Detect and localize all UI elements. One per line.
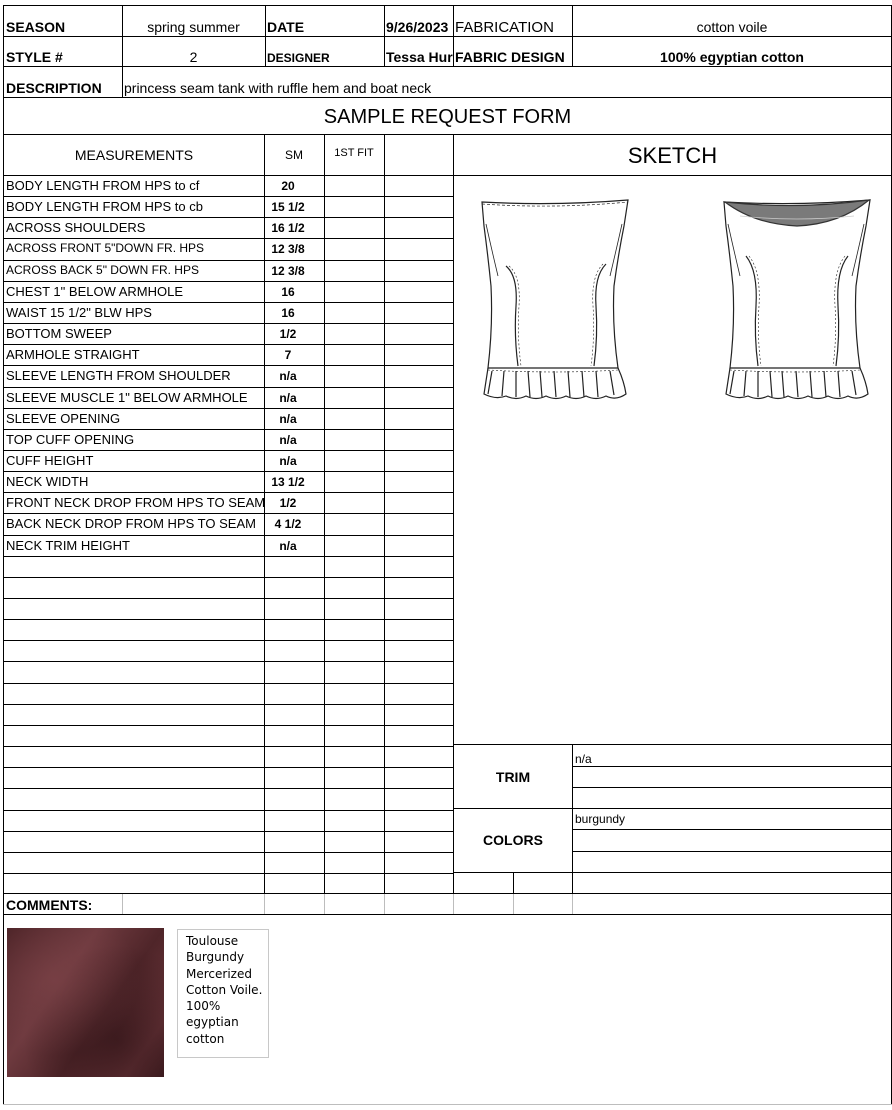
season-label: SEASON	[6, 19, 66, 35]
comments-vline-a	[122, 894, 123, 914]
date-label: DATE	[267, 19, 305, 35]
table-row-line	[3, 831, 454, 832]
table-row-line	[3, 725, 454, 726]
table-row-line	[3, 217, 454, 218]
measurement-value[interactable]: n/a	[279, 454, 297, 468]
border-left	[3, 5, 4, 1105]
measurement-value[interactable]: 20	[281, 179, 295, 193]
trim-label: TRIM	[495, 769, 531, 785]
header-vline-d	[453, 5, 454, 66]
colors-sub-vline	[513, 872, 514, 894]
season-value[interactable]: spring summer	[147, 19, 240, 35]
comments-vline-b	[264, 894, 265, 914]
measurement-value[interactable]: 12 3/8	[271, 242, 305, 256]
fabric-note-line: Mercerized	[186, 966, 252, 981]
measurements-header: MEASUREMENTS	[74, 147, 194, 163]
measurement-value[interactable]: 4 1/2	[274, 517, 302, 531]
colors-line-1	[572, 829, 892, 830]
comments-label: COMMENTS:	[6, 897, 93, 913]
header-row-line-2	[3, 66, 892, 67]
table-row-line	[3, 661, 454, 662]
date-value[interactable]: 9/26/2023	[386, 19, 449, 35]
table-row-line	[3, 492, 454, 493]
measurement-value[interactable]: n/a	[279, 412, 297, 426]
description-value[interactable]: princess seam tank with ruffle hem and boat neck	[124, 80, 432, 96]
table-row-line	[3, 767, 454, 768]
fabric-note-textbox[interactable]	[177, 929, 269, 1058]
table-row-line	[3, 302, 454, 303]
measurement-value[interactable]: n/a	[279, 391, 297, 405]
trim-colors-divider	[453, 808, 892, 809]
table-row-line	[3, 535, 454, 536]
colors-value[interactable]: burgundy	[575, 812, 626, 826]
measurement-value[interactable]: n/a	[279, 369, 297, 383]
style-value[interactable]: 2	[189, 49, 198, 65]
fabrication-label: FABRICATION	[455, 19, 554, 36]
sketch-title: SKETCH	[627, 143, 718, 168]
table-row-line	[3, 619, 454, 620]
colors-label: COLORS	[483, 832, 543, 848]
style-label: STYLE #	[6, 49, 63, 65]
measurement-label: ACROSS FRONT 5"DOWN FR. HPS	[6, 241, 205, 255]
table-row-line	[3, 598, 454, 599]
measurement-label: FRONT NECK DROP FROM HPS TO SEAM	[6, 495, 266, 510]
table-row-line	[3, 873, 454, 874]
table-row-line	[3, 852, 454, 853]
back-tank-sketch	[720, 196, 875, 406]
form-title: SAMPLE REQUEST FORM	[323, 106, 572, 128]
header-vline-b	[265, 5, 266, 66]
colors-line-2	[572, 851, 892, 852]
size-header: SM	[285, 148, 303, 162]
table-row-line	[3, 281, 454, 282]
table-row-line	[3, 408, 454, 409]
fabric-swatch-image	[7, 928, 164, 1077]
measurement-label: SLEEVE LENGTH FROM SHOULDER	[6, 368, 231, 383]
fabric-note-line: Burgundy	[186, 950, 245, 965]
table-row-line	[3, 323, 454, 324]
measurement-value[interactable]: n/a	[279, 433, 297, 447]
comments-vline-e	[453, 894, 454, 914]
table-row-line	[3, 450, 454, 451]
comments-vline-f	[513, 894, 514, 914]
measurement-value[interactable]: 7	[284, 348, 292, 362]
trim-line-2	[572, 787, 892, 788]
sketch-bottom-line	[453, 744, 892, 745]
measurement-label: BODY LENGTH FROM HPS to cf	[6, 178, 200, 193]
measurement-value[interactable]: 13 1/2	[271, 475, 305, 489]
fabric-note-line: 100%	[186, 999, 221, 1014]
measurement-label: BOTTOM SWEEP	[6, 326, 112, 341]
fabric-note-line: egyptian	[186, 1015, 239, 1030]
measurement-label: ACROSS SHOULDERS	[6, 220, 146, 235]
measurement-value[interactable]: 16	[281, 285, 295, 299]
table-vline-2	[324, 134, 325, 894]
table-row-line	[3, 788, 454, 789]
measurement-label: BODY LENGTH FROM HPS to cb	[6, 199, 203, 214]
table-vline-3	[384, 134, 385, 894]
measurement-label: SLEEVE MUSCLE 1" BELOW ARMHOLE	[6, 390, 248, 405]
fit-header: 1ST FIT	[334, 147, 374, 159]
measurement-label: NECK WIDTH	[6, 474, 89, 489]
table-row-line	[3, 640, 454, 641]
table-row-line	[3, 429, 454, 430]
trim-value[interactable]: n/a	[575, 752, 592, 766]
measurement-label: TOP CUFF OPENING	[6, 432, 135, 447]
measurement-label: ACROSS BACK 5" DOWN FR. HPS	[6, 263, 199, 277]
measurement-value[interactable]: 1/2	[279, 496, 297, 510]
table-row-line	[3, 471, 454, 472]
measurement-value[interactable]: 12 3/8	[271, 264, 305, 278]
table-row-line	[3, 683, 454, 684]
table-row-line	[3, 556, 454, 557]
trim-line-1	[572, 766, 892, 767]
fabric-note-line: cotton	[186, 1031, 225, 1046]
header-vline-c	[384, 5, 385, 66]
table-row-line	[3, 260, 454, 261]
front-tank-sketch	[478, 196, 633, 406]
colors-line-3	[453, 872, 892, 873]
fabric-design-value[interactable]: 100% egyptian cotton	[660, 49, 804, 65]
measurement-value[interactable]: 15 1/2	[271, 200, 305, 214]
table-row-line	[3, 810, 454, 811]
measurement-label: WAIST 15 1/2" BLW HPS	[6, 305, 152, 320]
header-row-line-3	[3, 97, 892, 98]
footer-line	[3, 1104, 892, 1105]
measurement-value[interactable]: 16 1/2	[271, 221, 305, 235]
table-row-line	[3, 746, 454, 747]
fabric-note-line: Cotton Voile.	[186, 982, 263, 997]
measurement-value[interactable]: 16	[281, 306, 295, 320]
comments-vline-c	[324, 894, 325, 914]
table-row-line	[3, 577, 454, 578]
table-row-line	[3, 196, 454, 197]
measurement-label: ARMHOLE STRAIGHT	[6, 347, 140, 362]
measurement-label: CUFF HEIGHT	[6, 453, 94, 468]
fabric-note-line: Toulouse	[186, 934, 239, 948]
table-row-line	[3, 704, 454, 705]
measurement-label: CHEST 1" BELOW ARMHOLE	[6, 284, 184, 299]
designer-value[interactable]: Tessa Hur	[386, 50, 453, 64]
fabrication-value[interactable]: cotton voile	[696, 19, 768, 35]
table-bottom-line	[3, 893, 892, 894]
table-row-line	[3, 365, 454, 366]
header-row-line-1	[3, 36, 892, 37]
measurement-label: SLEEVE OPENING	[6, 411, 121, 426]
table-row-line	[3, 387, 454, 388]
designer-label: DESIGNER	[267, 51, 330, 65]
border-top	[3, 5, 892, 6]
title-row-line	[3, 134, 892, 135]
table-row-line	[3, 238, 454, 239]
fabric-design-label: FABRIC DESIGN	[455, 49, 565, 65]
description-label: DESCRIPTION	[6, 80, 102, 96]
measurement-label: BACK NECK DROP FROM HPS TO SEAM	[6, 516, 256, 531]
table-row-line	[3, 513, 454, 514]
measurement-label: NECK TRIM HEIGHT	[6, 538, 130, 553]
comments-line	[3, 914, 892, 915]
measurement-value[interactable]: n/a	[279, 539, 297, 553]
measurement-value[interactable]: 1/2	[279, 327, 297, 341]
comments-vline-d	[384, 894, 385, 914]
table-header-line	[3, 175, 892, 176]
comments-vline-g	[572, 894, 573, 914]
table-row-line	[3, 344, 454, 345]
